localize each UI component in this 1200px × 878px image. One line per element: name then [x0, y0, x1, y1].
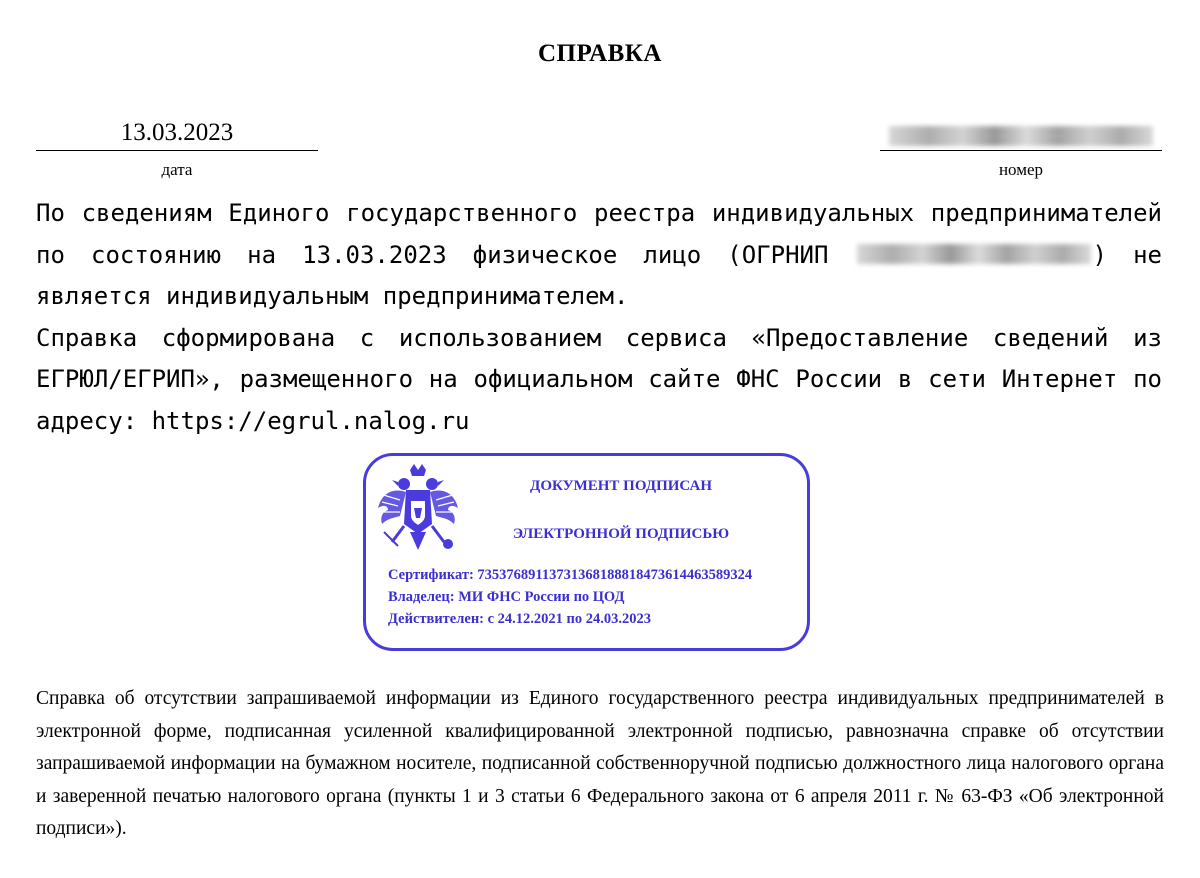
- date-underline: [36, 150, 318, 151]
- electronic-signature-stamp: [363, 453, 810, 651]
- body-paragraph-status-start: По сведениям Единого государственного реестра индивидуальных предпринимателей по состоянию на 13.03.2023 физическое лицо (ОГРНИП: [36, 199, 1162, 269]
- date-field: [36, 116, 318, 181]
- document-title: СПРАВКА: [538, 40, 662, 67]
- certificate-body: [36, 193, 1162, 442]
- body-paragraph-source: Справка сформирована с использованием сервиса «Предоставление сведений из ЕГРЮЛ/ЕГРИП», размещенного на официальном сайте ФНС России в сети Интернет по адресу: https://egrul.nalog.ru: [36, 323, 1162, 435]
- stamp-details: [388, 564, 752, 630]
- stamp-owner: Владелец: МИ ФНС России по ЦОД: [388, 589, 625, 605]
- number-value-redacted: [880, 116, 1162, 150]
- body-paragraph-status: [36, 193, 1162, 318]
- stamp-validity: Действителен: с 24.12.2021 по 24.03.2023: [388, 611, 652, 627]
- ogrnip-redacted: [857, 244, 1091, 264]
- number-underline: [880, 150, 1162, 151]
- stamp-heading-electronic-signature: ЭЛЕКТРОННОЙ ПОДПИСЬЮ: [512, 526, 730, 542]
- date-value: 13.03.2023: [120, 119, 234, 146]
- number-field: [880, 116, 1162, 181]
- body-paragraph-status-end: ) не является индивидуальным предпринимателем.: [36, 240, 1162, 310]
- stamp-certificate: Сертификат: 73537689113731368188818473614463589324: [388, 567, 753, 583]
- stamp-heading-signed: ДОКУМЕНТ ПОДПИСАН: [530, 478, 712, 494]
- redaction-blur: [889, 126, 1153, 146]
- double-headed-eagle-emblem-icon: [374, 462, 462, 556]
- number-caption: номер: [998, 160, 1044, 179]
- legal-footnote: Справка об отсутствии запрашиваемой информации из Единого государственного реестра индивидуальных предпринимателей в электронной форме, подписанная усиленной квалифицированной электронной подписью, равнозначна справке об отсутствии запрашиваемой информации на бумажном носителе, подписанной собственноручной подписью должностного лица налогового органа и заверенной печатью налогового органа (пункты 1 и 3 статьи 6 Федерального закона от 6 апреля 2011 г. № 63-ФЗ «Об электронной подписи»).: [36, 688, 1164, 839]
- date-caption: дата: [161, 160, 193, 179]
